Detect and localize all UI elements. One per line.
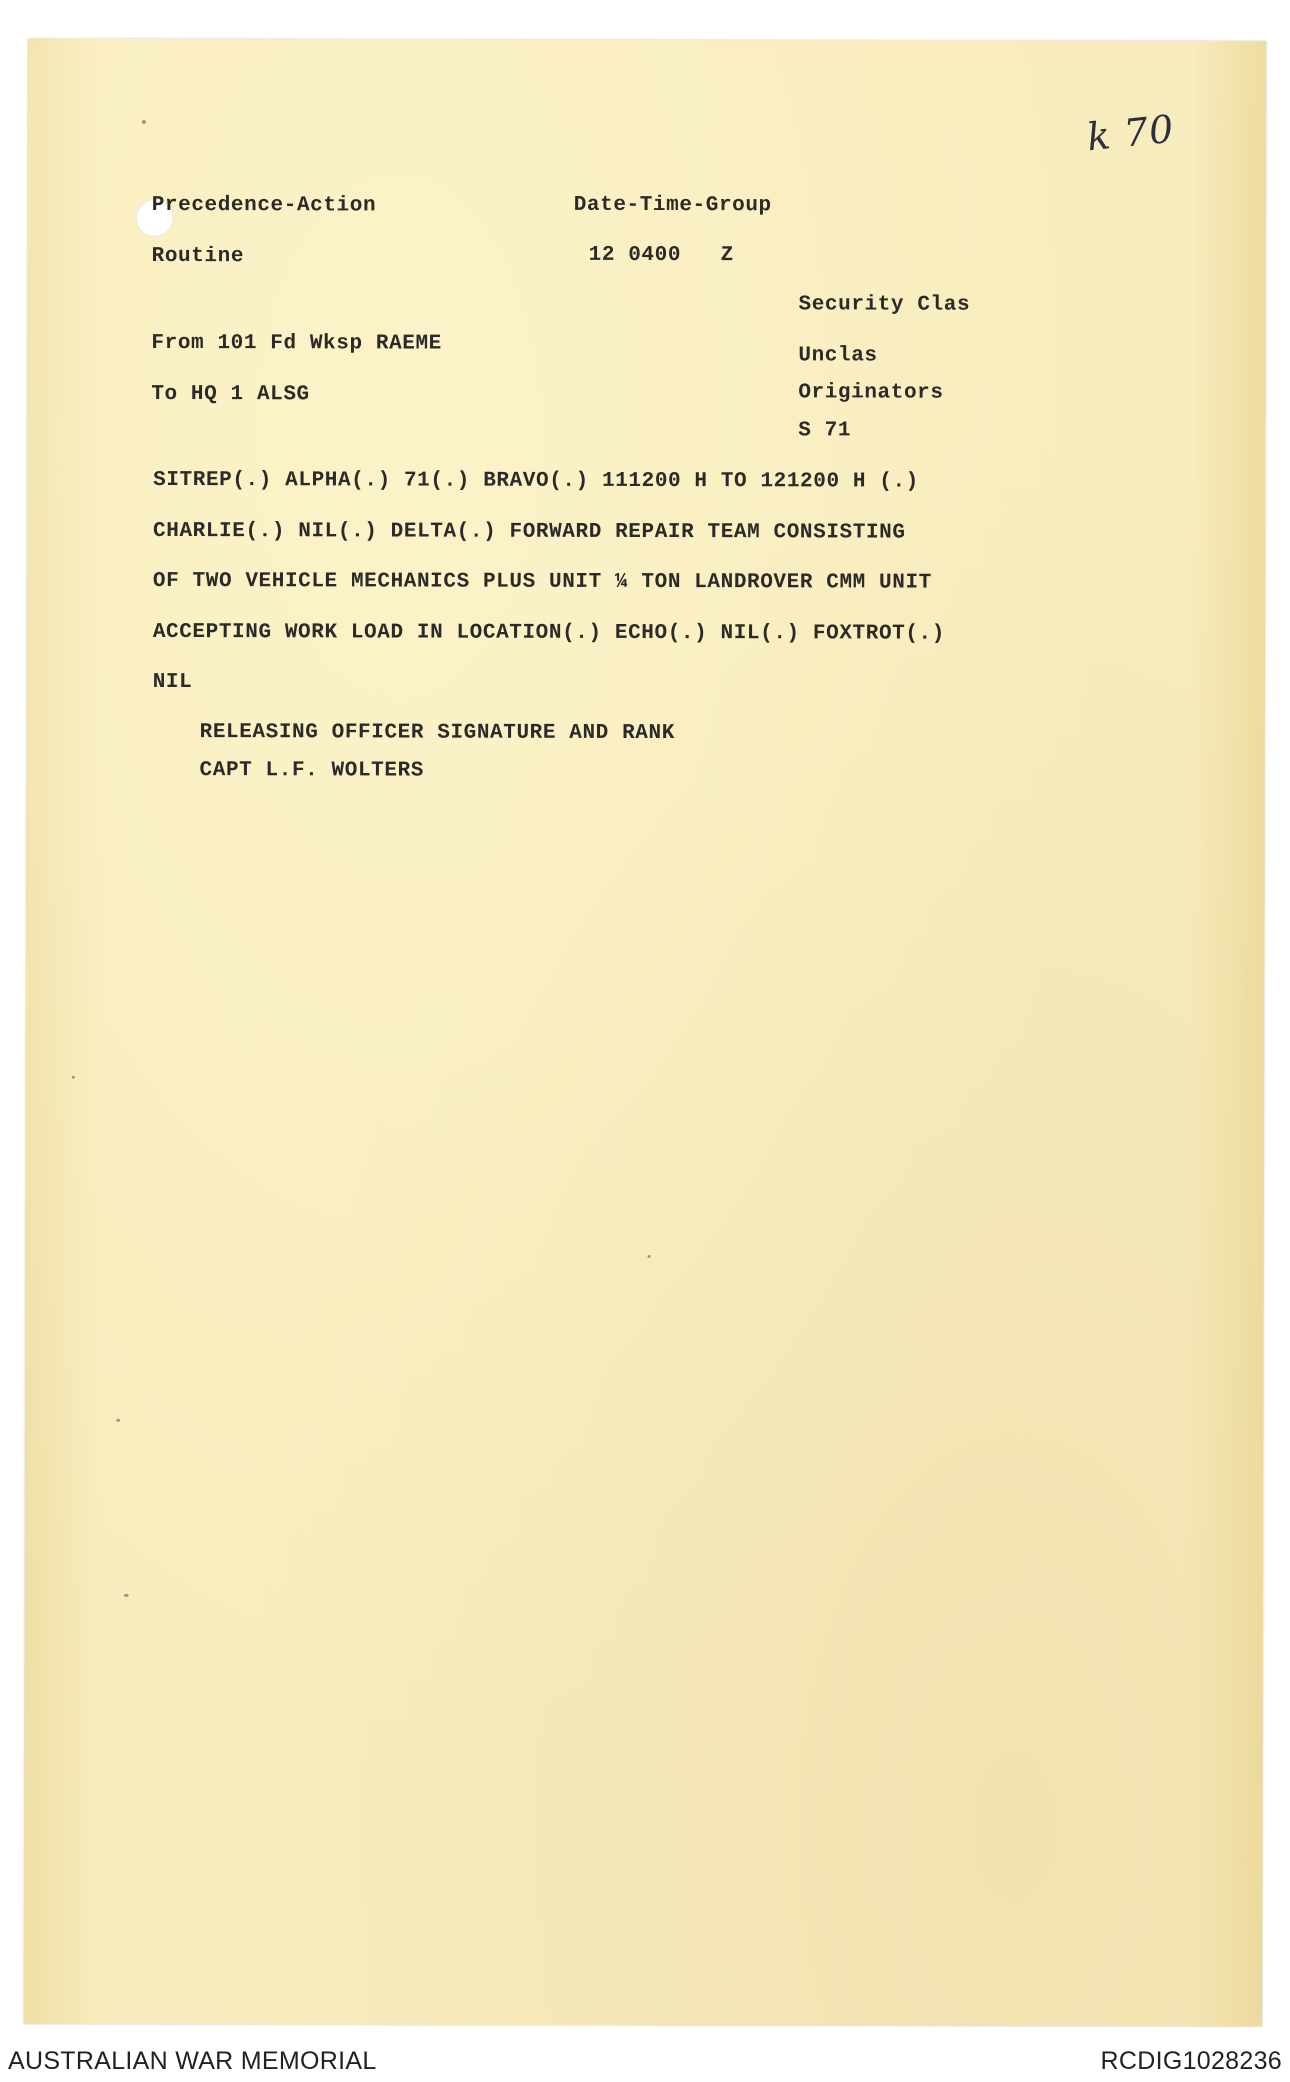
paper-speck	[124, 1594, 129, 1597]
originators-value: S 71	[798, 419, 852, 443]
handwritten-note: k 70	[1084, 106, 1176, 160]
security-label: Security Clas	[798, 293, 971, 317]
document-page	[24, 39, 1266, 2027]
releasing-officer-name: CAPT L.F. WOLTERS	[199, 759, 425, 783]
message-line: ACCEPTING WORK LOAD IN LOCATION(.) ECHO(.) NIL(.) FOXTROT(.)	[152, 620, 945, 646]
message-line: OF TWO VEHICLE MECHANICS PLUS UNIT ¼ TON LANDROVER CMM UNIT	[152, 569, 932, 595]
dtg-value: 12 0400 Z	[588, 243, 734, 268]
precedence-label: Precedence-Action	[151, 193, 377, 218]
paper-speck	[648, 1255, 651, 1258]
dtg-label: Date-Time-Group	[573, 193, 772, 218]
security-value: Unclas	[798, 344, 878, 368]
precedence-value: Routine	[151, 244, 245, 269]
paper-speck	[142, 120, 146, 124]
to-line: To HQ 1 ALSG	[151, 382, 310, 407]
footer-institution: AUSTRALIAN WAR MEMORIAL	[8, 2047, 377, 2075]
paper-speck	[72, 1076, 75, 1079]
message-line: NIL	[152, 670, 193, 695]
originators-label: Originators	[798, 381, 944, 405]
releasing-officer-label: RELEASING OFFICER SIGNATURE AND RANK	[199, 721, 675, 746]
footer-record-id: RCDIG1028236	[1100, 2047, 1282, 2075]
message-line: SITREP(.) ALPHA(.) 71(.) BRAVO(.) 111200 H TO 121200 H (.)	[153, 468, 919, 494]
paper-speck	[116, 1419, 120, 1422]
message-line: CHARLIE(.) NIL(.) DELTA(.) FORWARD REPAIR TEAM CONSISTING	[153, 519, 906, 545]
from-line: From 101 Fd Wksp RAEME	[151, 331, 442, 356]
